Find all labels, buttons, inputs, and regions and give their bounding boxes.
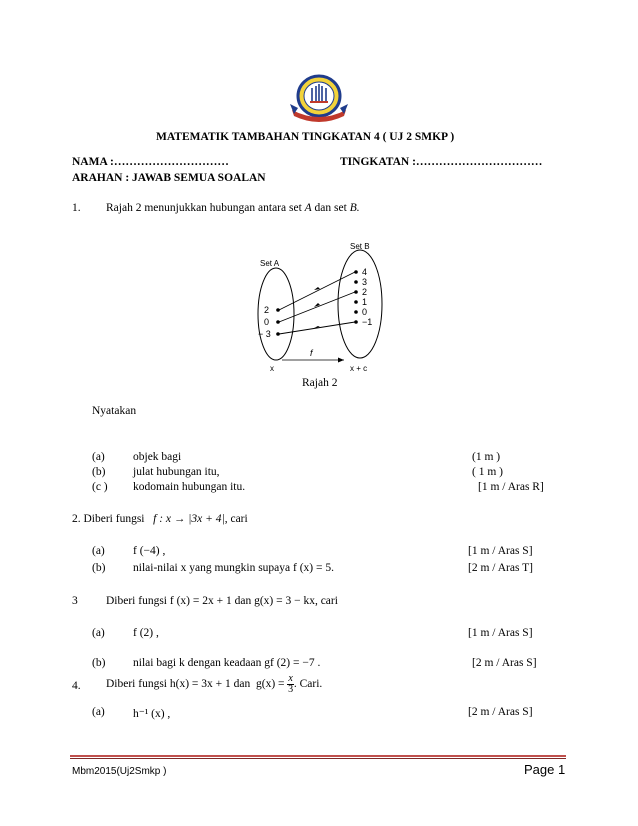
q3-part-text: f (2) , <box>133 627 159 639</box>
form-field: TINGKATAN :…………………………… <box>340 156 543 168</box>
page-title: MATEMATIK TAMBAHAN TINGKATAN 4 ( UJ 2 SMKP ) <box>156 131 455 143</box>
set-a-value: − 3 <box>258 329 271 339</box>
q1-part-text: objek bagi <box>133 451 182 463</box>
x-label: x <box>270 364 274 372</box>
footer-code: Mbm2015(Uj2Smkp ) <box>72 766 167 777</box>
x-plus-c-label: x + c <box>350 364 368 372</box>
q3-part-label: (b) <box>92 657 106 669</box>
q2-part-text: nilai-nilai x yang mungkin supaya f (x) = 5. <box>133 562 334 574</box>
q1-number: 1. <box>72 202 81 214</box>
q3-part-marks: [1 m / Aras S] <box>468 627 533 639</box>
set-a-value: 0 <box>264 317 270 327</box>
q3-part-label: (a) <box>92 627 105 639</box>
nyatakan: Nyatakan <box>92 405 137 417</box>
q4-intro: Diberi fungsi h(x) = 3x + 1 dan g(x) = $\frac{x}{3}$ . Cari. <box>106 673 323 695</box>
q1-part-label: (c ) <box>92 481 108 493</box>
set-a-value: 2 <box>264 305 270 315</box>
set-b-value: −1 <box>362 317 373 327</box>
q1-part-label: (b) <box>92 466 106 478</box>
q1-part-marks: [1 m / Aras R] <box>478 481 544 493</box>
q3-intro: Diberi fungsi f (x) = 2x + 1 dan g(x) = 3 − kx, cari <box>106 595 338 607</box>
set-b-value: 4 <box>362 267 368 277</box>
set-b-value: 1 <box>362 297 368 307</box>
set-b-value: 0 <box>362 307 368 317</box>
q4-part-marks: [2 m / Aras S] <box>468 706 533 718</box>
q2-part-label: (a) <box>92 545 105 557</box>
school-logo <box>288 74 350 122</box>
q1-part-text: kodomain hubungan itu. <box>133 481 246 493</box>
instruction: ARAHAN : JAWAB SEMUA SOALAN <box>72 172 266 184</box>
q2-intro: 2. Diberi fungsi f : x → |3x + 4|, cari <box>72 513 248 525</box>
q1-part-marks: ( 1 m ) <box>472 466 503 478</box>
footer-rule <box>70 755 566 757</box>
function-f-label: f <box>310 348 313 358</box>
q3-part-marks: [2 m / Aras S] <box>472 657 537 669</box>
diagram-caption: Rajah 2 <box>302 377 338 389</box>
set-b-value: 2 <box>362 287 368 297</box>
q3-number: 3 <box>72 595 78 607</box>
q1-text: Rajah 2 menunjukkan hubungan antara set A dan set B. <box>106 202 360 214</box>
set-a-label: Set A <box>260 259 280 268</box>
q1-part-marks: (1 m ) <box>472 451 501 463</box>
q4-part-label: (a) <box>92 706 105 718</box>
page-number: Page 1 <box>524 762 566 777</box>
q4-number: 4. <box>72 680 81 692</box>
fraction: $\frac{x}{3}$ <box>288 673 294 695</box>
set-b-label: Set B <box>350 242 370 251</box>
footer-rule-thin <box>70 758 566 759</box>
q2-part-label: (b) <box>92 562 106 574</box>
q2-part-marks: [1 m / Aras S] <box>468 545 533 557</box>
q2-part-text: f (−4) , <box>133 545 166 557</box>
q3-part-text: nilai bagi k dengan keadaan gf (2) = −7 . <box>133 657 321 669</box>
name-field: NAMA :………………………… <box>72 156 229 168</box>
q1-part-text: julat hubungan itu, <box>133 466 220 478</box>
q1-part-label: (a) <box>92 451 105 463</box>
q4-part-text: h⁻¹ (x) , <box>133 708 171 720</box>
set-b-value: 3 <box>362 277 368 287</box>
q2-part-marks: [2 m / Aras T] <box>468 562 533 574</box>
arrow-diagram <box>254 242 394 372</box>
